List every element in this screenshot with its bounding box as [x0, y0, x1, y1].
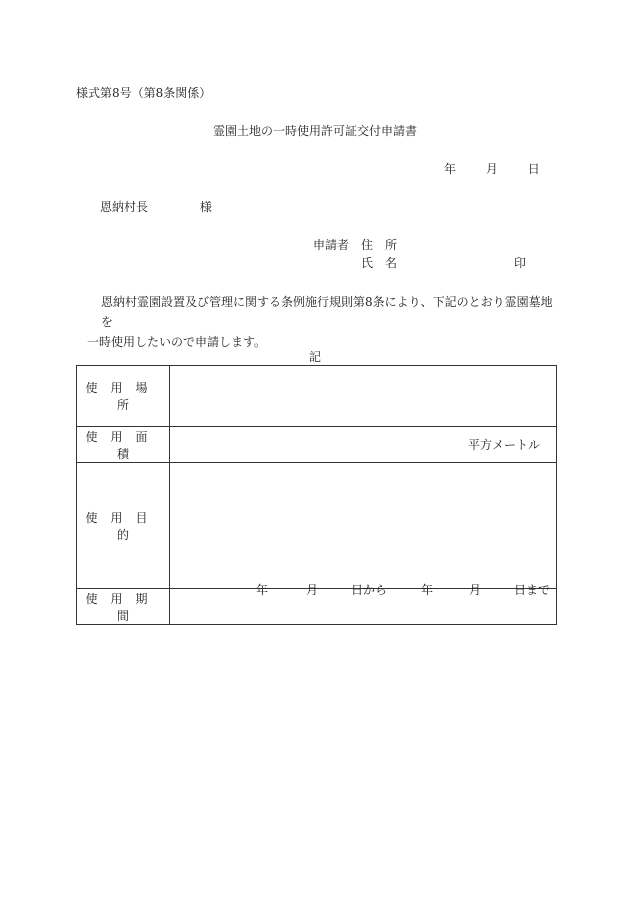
period-month-1: 月 — [306, 583, 319, 597]
seal-mark: 印 — [514, 256, 527, 270]
applicant-name-label: 氏 名 — [361, 256, 398, 270]
period-label: 使用期間 — [77, 589, 170, 625]
period-year-2: 年 — [421, 583, 434, 597]
area-row — [77, 427, 557, 463]
application-table — [76, 365, 557, 625]
area-unit: 平方メートル — [467, 438, 540, 452]
date-row — [444, 160, 540, 177]
date-month-label: 月 — [485, 162, 498, 176]
purpose-field[interactable] — [170, 463, 557, 589]
period-day-from: 日から — [351, 583, 388, 597]
statement-line-2: 一時使用したいので申請します。 — [87, 335, 267, 349]
date-year-label: 年 — [444, 162, 457, 176]
area-field[interactable] — [170, 427, 557, 463]
application-statement — [87, 292, 557, 352]
addressee-honorific: 様 — [199, 200, 212, 214]
applicant-address-label: 住 所 — [361, 238, 398, 252]
ki-heading: 記 — [308, 350, 321, 364]
form-number: 様式第8号（第8条関係） — [76, 86, 212, 100]
period-row — [77, 589, 557, 625]
statement-line-1: 恩納村霊園設置及び管理に関する条例施行規則第8条により、下記のとおり霊園墓地を — [101, 295, 553, 329]
period-month-2: 月 — [469, 583, 482, 597]
period-day-to: 日まで — [514, 583, 551, 597]
date-day-label: 日 — [527, 162, 540, 176]
place-row — [77, 366, 557, 427]
area-label: 使用面積 — [77, 427, 170, 463]
purpose-label: 使用目的 — [77, 463, 170, 589]
purpose-row — [77, 463, 557, 589]
place-label: 使用場所 — [77, 366, 170, 427]
addressee-name: 恩納村長 — [100, 200, 149, 214]
period-field[interactable] — [170, 583, 557, 625]
page-title: 霊園土地の一時使用許可証交付申請書 — [212, 124, 417, 138]
addressee — [100, 198, 212, 215]
period-year-1: 年 — [256, 583, 269, 597]
place-field[interactable] — [170, 366, 557, 427]
applicant-label: 申請者 — [313, 238, 350, 252]
